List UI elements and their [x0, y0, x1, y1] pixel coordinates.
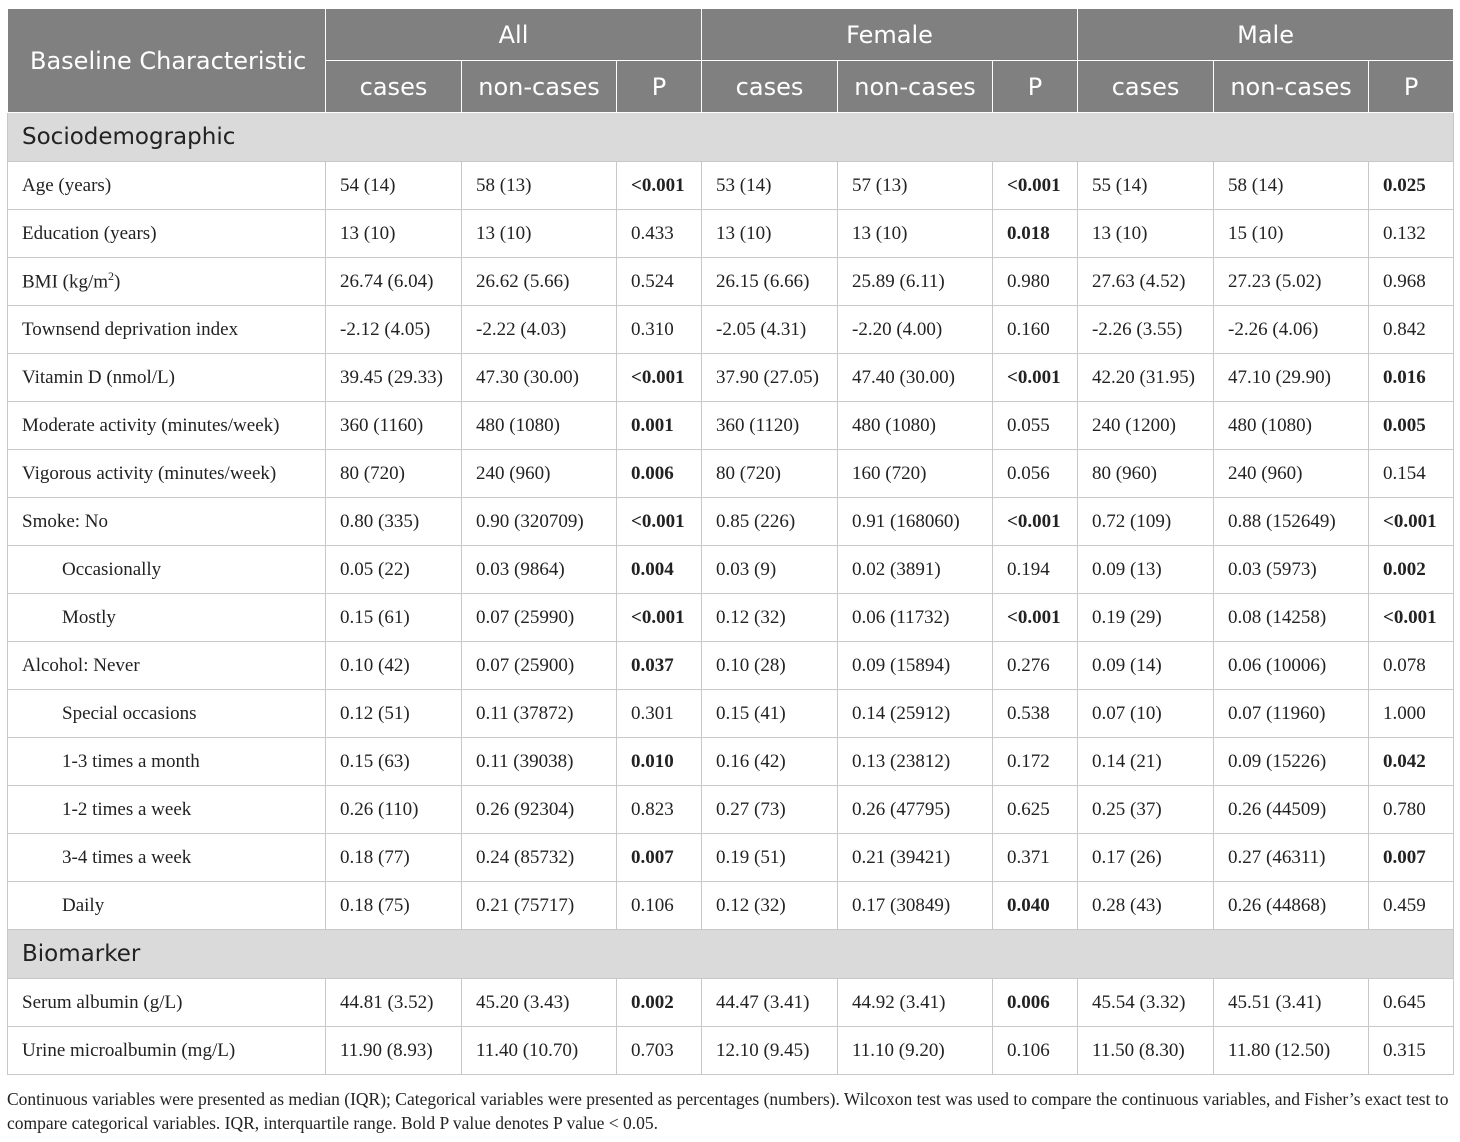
row-label-text: Vigorous activity (minutes/week)	[22, 462, 277, 484]
value-cell: 26.15 (6.66)	[702, 258, 838, 306]
value-cell: 26.74 (6.04)	[326, 258, 462, 306]
value-cell: 0.07 (25990)	[462, 594, 617, 642]
p-value-cell: 0.016	[1369, 354, 1454, 402]
p-value-cell: 0.006	[617, 450, 702, 498]
value-cell: 0.19 (29)	[1078, 594, 1214, 642]
value-cell: 80 (720)	[326, 450, 462, 498]
value-cell: 11.80 (12.50)	[1214, 1027, 1369, 1075]
value-cell: 53 (14)	[702, 162, 838, 210]
value-cell: 0.80 (335)	[326, 498, 462, 546]
p-value-cell: 0.703	[617, 1027, 702, 1075]
value-cell: 0.05 (22)	[326, 546, 462, 594]
p-value-cell: 0.645	[1369, 979, 1454, 1027]
row-label	[8, 882, 326, 930]
header-non-cases: non-cases	[1214, 61, 1369, 113]
value-cell: 44.92 (3.41)	[838, 979, 993, 1027]
value-cell: 480 (1080)	[838, 402, 993, 450]
p-value-cell: <0.001	[993, 594, 1078, 642]
value-cell: 45.51 (3.41)	[1214, 979, 1369, 1027]
value-cell: 0.03 (9)	[702, 546, 838, 594]
table-row	[8, 450, 1454, 498]
p-value-cell: <0.001	[993, 354, 1078, 402]
table-row	[8, 546, 1454, 594]
value-cell: 240 (1200)	[1078, 402, 1214, 450]
row-label-text: BMI (kg/m	[22, 271, 109, 293]
p-value-cell: 0.037	[617, 642, 702, 690]
row-label	[8, 690, 326, 738]
header-group-male: Male	[1078, 9, 1454, 61]
value-cell: 0.03 (5973)	[1214, 546, 1369, 594]
p-value-cell: 0.433	[617, 210, 702, 258]
p-value-cell: 0.002	[1369, 546, 1454, 594]
value-cell: 80 (720)	[702, 450, 838, 498]
row-label-text: Townsend deprivation index	[22, 318, 239, 340]
value-cell: 11.50 (8.30)	[1078, 1027, 1214, 1075]
value-cell: 26.62 (5.66)	[462, 258, 617, 306]
p-value-cell: <0.001	[993, 162, 1078, 210]
value-cell: 0.24 (85732)	[462, 834, 617, 882]
row-label-end: )	[114, 271, 121, 293]
row-label	[8, 786, 326, 834]
header-group-female: Female	[702, 9, 1078, 61]
row-label-text: Mostly	[62, 606, 116, 628]
value-cell: 0.26 (92304)	[462, 786, 617, 834]
table-row	[8, 354, 1454, 402]
p-value-cell: 0.040	[993, 882, 1078, 930]
row-label-text: Age (years)	[22, 174, 112, 196]
value-cell: -2.26 (4.06)	[1214, 306, 1369, 354]
table-row	[8, 594, 1454, 642]
value-cell: 360 (1160)	[326, 402, 462, 450]
table-body	[8, 113, 1454, 1075]
header-non-cases: non-cases	[838, 61, 993, 113]
p-value-cell: 0.780	[1369, 786, 1454, 834]
row-label-text: Alcohol: Never	[22, 654, 140, 676]
value-cell: 0.10 (42)	[326, 642, 462, 690]
value-cell: 0.28 (43)	[1078, 882, 1214, 930]
row-label-text: 1-2 times a week	[62, 798, 192, 820]
header-cases: cases	[326, 61, 462, 113]
value-cell: 480 (1080)	[462, 402, 617, 450]
row-label	[8, 402, 326, 450]
value-cell: 45.54 (3.32)	[1078, 979, 1214, 1027]
value-cell: 0.26 (44868)	[1214, 882, 1369, 930]
p-value-cell: 0.276	[993, 642, 1078, 690]
value-cell: 58 (13)	[462, 162, 617, 210]
p-value-cell: 0.625	[993, 786, 1078, 834]
row-label-text: Serum albumin (g/L)	[22, 991, 183, 1013]
value-cell: 0.06 (10006)	[1214, 642, 1369, 690]
value-cell: 13 (10)	[1078, 210, 1214, 258]
p-value-cell: 0.004	[617, 546, 702, 594]
p-value-cell: 0.160	[993, 306, 1078, 354]
value-cell: 11.40 (10.70)	[462, 1027, 617, 1075]
table-row	[8, 162, 1454, 210]
value-cell: 11.10 (9.20)	[838, 1027, 993, 1075]
superscript: 2	[108, 269, 115, 284]
value-cell: 39.45 (29.33)	[326, 354, 462, 402]
row-label	[8, 210, 326, 258]
value-cell: 0.26 (110)	[326, 786, 462, 834]
p-value-cell: 0.007	[617, 834, 702, 882]
row-label	[8, 738, 326, 786]
value-cell: 0.12 (32)	[702, 882, 838, 930]
value-cell: 0.12 (51)	[326, 690, 462, 738]
p-value-cell: 0.172	[993, 738, 1078, 786]
table-row	[8, 979, 1454, 1027]
table-row	[8, 498, 1454, 546]
p-value-cell: 0.524	[617, 258, 702, 306]
p-value-cell: <0.001	[617, 354, 702, 402]
p-value-cell: 0.025	[1369, 162, 1454, 210]
value-cell: 0.72 (109)	[1078, 498, 1214, 546]
value-cell: 42.20 (31.95)	[1078, 354, 1214, 402]
value-cell: 0.17 (26)	[1078, 834, 1214, 882]
header-non-cases: non-cases	[462, 61, 617, 113]
p-value-cell: 0.154	[1369, 450, 1454, 498]
table-row	[8, 306, 1454, 354]
table-row	[8, 882, 1454, 930]
value-cell: 44.47 (3.41)	[702, 979, 838, 1027]
value-cell: -2.05 (4.31)	[702, 306, 838, 354]
p-value-cell: 0.310	[617, 306, 702, 354]
value-cell: 13 (10)	[326, 210, 462, 258]
p-value-cell: 0.078	[1369, 642, 1454, 690]
value-cell: 0.25 (37)	[1078, 786, 1214, 834]
p-value-cell: <0.001	[617, 162, 702, 210]
value-cell: 480 (1080)	[1214, 402, 1369, 450]
p-value-cell: 0.842	[1369, 306, 1454, 354]
p-value-cell: <0.001	[617, 498, 702, 546]
value-cell: 80 (960)	[1078, 450, 1214, 498]
row-label	[8, 642, 326, 690]
p-value-cell: 0.106	[993, 1027, 1078, 1075]
p-value-cell: 0.968	[1369, 258, 1454, 306]
header-p: P	[993, 61, 1078, 113]
value-cell: 0.18 (75)	[326, 882, 462, 930]
value-cell: 0.26 (47795)	[838, 786, 993, 834]
p-value-cell: 0.459	[1369, 882, 1454, 930]
header-p: P	[617, 61, 702, 113]
p-value-cell: 0.055	[993, 402, 1078, 450]
header-cases: cases	[1078, 61, 1214, 113]
value-cell: 37.90 (27.05)	[702, 354, 838, 402]
value-cell: 360 (1120)	[702, 402, 838, 450]
row-label-text: Special occasions	[62, 702, 197, 724]
value-cell: 11.90 (8.93)	[326, 1027, 462, 1075]
p-value-cell: 0.007	[1369, 834, 1454, 882]
p-value-cell: 0.005	[1369, 402, 1454, 450]
value-cell: 0.07 (11960)	[1214, 690, 1369, 738]
value-cell: 0.03 (9864)	[462, 546, 617, 594]
row-label	[8, 162, 326, 210]
value-cell: 0.06 (11732)	[838, 594, 993, 642]
p-value-cell: 0.006	[993, 979, 1078, 1027]
value-cell: 45.20 (3.43)	[462, 979, 617, 1027]
value-cell: 0.27 (46311)	[1214, 834, 1369, 882]
value-cell: 0.07 (25900)	[462, 642, 617, 690]
value-cell: 0.12 (32)	[702, 594, 838, 642]
value-cell: 0.19 (51)	[702, 834, 838, 882]
p-value-cell: 0.010	[617, 738, 702, 786]
table-row	[8, 834, 1454, 882]
table-row	[8, 642, 1454, 690]
value-cell: 47.40 (30.00)	[838, 354, 993, 402]
row-label	[8, 258, 326, 306]
value-cell: 12.10 (9.45)	[702, 1027, 838, 1075]
row-label-text: Daily	[62, 894, 105, 916]
value-cell: 0.17 (30849)	[838, 882, 993, 930]
table-row	[8, 690, 1454, 738]
value-cell: 13 (10)	[462, 210, 617, 258]
table-row	[8, 786, 1454, 834]
value-cell: 58 (14)	[1214, 162, 1369, 210]
value-cell: 44.81 (3.52)	[326, 979, 462, 1027]
value-cell: 13 (10)	[838, 210, 993, 258]
row-label-text: Smoke: No	[22, 510, 109, 532]
p-value-cell: 0.106	[617, 882, 702, 930]
p-value-cell: <0.001	[1369, 594, 1454, 642]
header-group-all: All	[326, 9, 702, 61]
value-cell: 0.10 (28)	[702, 642, 838, 690]
value-cell: 0.18 (77)	[326, 834, 462, 882]
p-value-cell: 0.018	[993, 210, 1078, 258]
row-label	[8, 354, 326, 402]
table-row	[8, 210, 1454, 258]
p-value-cell: 0.001	[617, 402, 702, 450]
p-value-cell: 0.301	[617, 690, 702, 738]
value-cell: 240 (960)	[462, 450, 617, 498]
row-label	[8, 546, 326, 594]
value-cell: 0.15 (41)	[702, 690, 838, 738]
row-label-text: Occasionally	[62, 558, 162, 580]
value-cell: 0.11 (37872)	[462, 690, 617, 738]
value-cell: 47.30 (30.00)	[462, 354, 617, 402]
table-row	[8, 1027, 1454, 1075]
p-value-cell: 0.980	[993, 258, 1078, 306]
table-row	[8, 738, 1454, 786]
p-value-cell: 0.194	[993, 546, 1078, 594]
table-container	[7, 8, 1453, 1075]
table-row	[8, 258, 1454, 306]
p-value-cell: 0.823	[617, 786, 702, 834]
value-cell: 0.08 (14258)	[1214, 594, 1369, 642]
table-row	[8, 402, 1454, 450]
value-cell: 0.09 (15226)	[1214, 738, 1369, 786]
value-cell: 0.27 (73)	[702, 786, 838, 834]
row-label	[8, 594, 326, 642]
value-cell: 25.89 (6.11)	[838, 258, 993, 306]
value-cell: 0.21 (39421)	[838, 834, 993, 882]
value-cell: 0.21 (75717)	[462, 882, 617, 930]
p-value-cell: <0.001	[993, 498, 1078, 546]
value-cell: 0.13 (23812)	[838, 738, 993, 786]
row-label-text: Vitamin D (nmol/L)	[22, 366, 175, 388]
value-cell: 0.91 (168060)	[838, 498, 993, 546]
p-value-cell: 1.000	[1369, 690, 1454, 738]
value-cell: 0.11 (39038)	[462, 738, 617, 786]
value-cell: 0.26 (44509)	[1214, 786, 1369, 834]
p-value-cell: 0.371	[993, 834, 1078, 882]
value-cell: 0.14 (25912)	[838, 690, 993, 738]
value-cell: 47.10 (29.90)	[1214, 354, 1369, 402]
value-cell: 0.15 (63)	[326, 738, 462, 786]
value-cell: 0.02 (3891)	[838, 546, 993, 594]
value-cell: 0.07 (10)	[1078, 690, 1214, 738]
value-cell: 15 (10)	[1214, 210, 1369, 258]
p-value-cell: <0.001	[617, 594, 702, 642]
value-cell: 0.09 (14)	[1078, 642, 1214, 690]
value-cell: 240 (960)	[1214, 450, 1369, 498]
value-cell: 0.90 (320709)	[462, 498, 617, 546]
header-p: P	[1369, 61, 1454, 113]
row-label	[8, 1027, 326, 1075]
p-value-cell: 0.042	[1369, 738, 1454, 786]
value-cell: 55 (14)	[1078, 162, 1214, 210]
row-label-text: 1-3 times a month	[62, 750, 200, 772]
value-cell: -2.12 (4.05)	[326, 306, 462, 354]
row-label-text: 3-4 times a week	[62, 846, 192, 868]
row-label	[8, 306, 326, 354]
row-label	[8, 979, 326, 1027]
footnote: Continuous variables were presented as median (IQR); Categorical variables were presented as percentages (numbers). Wilcoxon test was used to compare the continuous variables, and Fisher’s exact test to compare categorical variables. IQR, interquartile range. Bold P value denotes P value < 0.05.	[7, 1089, 1449, 1133]
value-cell: -2.26 (3.55)	[1078, 306, 1214, 354]
p-value-cell: 0.002	[617, 979, 702, 1027]
p-value-cell: 0.538	[993, 690, 1078, 738]
value-cell: 54 (14)	[326, 162, 462, 210]
p-value-cell: 0.132	[1369, 210, 1454, 258]
row-label	[8, 450, 326, 498]
header-baseline: Baseline Characteristic	[8, 9, 326, 113]
value-cell: 0.88 (152649)	[1214, 498, 1369, 546]
value-cell: -2.20 (4.00)	[838, 306, 993, 354]
row-label-text: Urine microalbumin (mg/L)	[22, 1039, 236, 1061]
row-label-text: Moderate activity (minutes/week)	[22, 414, 280, 436]
value-cell: 0.14 (21)	[1078, 738, 1214, 786]
value-cell: 57 (13)	[838, 162, 993, 210]
value-cell: 0.16 (42)	[702, 738, 838, 786]
p-value-cell: 0.056	[993, 450, 1078, 498]
value-cell: 13 (10)	[702, 210, 838, 258]
value-cell: 27.23 (5.02)	[1214, 258, 1369, 306]
header-cases: cases	[702, 61, 838, 113]
section-header: Sociodemographic	[8, 113, 1454, 162]
section-header: Biomarker	[8, 930, 1454, 979]
row-label	[8, 498, 326, 546]
value-cell: 27.63 (4.52)	[1078, 258, 1214, 306]
value-cell: 160 (720)	[838, 450, 993, 498]
value-cell: 0.09 (13)	[1078, 546, 1214, 594]
value-cell: 0.09 (15894)	[838, 642, 993, 690]
value-cell: -2.22 (4.03)	[462, 306, 617, 354]
row-label	[8, 834, 326, 882]
value-cell: 0.15 (61)	[326, 594, 462, 642]
p-value-cell: 0.315	[1369, 1027, 1454, 1075]
row-label-text: Education (years)	[22, 222, 157, 244]
baseline-table	[7, 8, 1454, 1075]
value-cell: 0.85 (226)	[702, 498, 838, 546]
p-value-cell: <0.001	[1369, 498, 1454, 546]
